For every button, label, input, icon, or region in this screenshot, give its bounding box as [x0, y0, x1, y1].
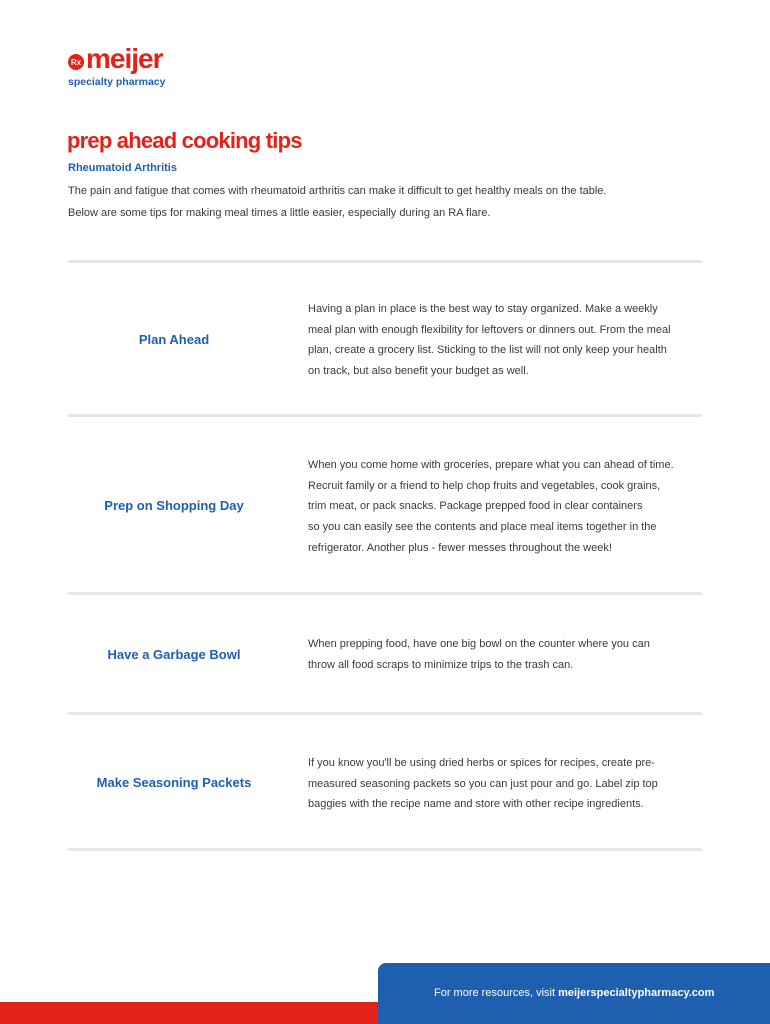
tip-line: meal plan with enough flexibility for leftovers or dinners out. From the meal: [308, 323, 671, 336]
intro-line: Below are some tips for making meal times a little easier, especially during an RA flare.: [68, 207, 491, 219]
tip-line: Having a plan in place is the best way to stay organized. Make a weekly: [308, 303, 658, 315]
tip-line: measured seasoning packets so you can just pour and go. Label zip top: [308, 777, 658, 790]
tip-body-make-seasoning-packets: [308, 753, 708, 815]
footer-resources-text: [434, 987, 714, 999]
tip-line: plan, create a grocery list. Sticking to the list will not only keep your health: [308, 344, 667, 357]
rx-badge-icon: Rx: [68, 54, 84, 70]
intro-line: The pain and fatigue that comes with rheumatoid arthritis can make it difficult to get healthy meals on the table.: [68, 185, 607, 197]
tip-body-plan-ahead: [308, 299, 708, 382]
section-divider: [68, 260, 702, 263]
meijer-specialty-pharmacy-logo: [68, 43, 208, 92]
tip-line: trim meat, or pack snacks. Package prepped food in clear containers: [308, 500, 643, 513]
tip-line: If you know you'll be using dried herbs or spices for recipes, create pre-: [308, 757, 655, 769]
tip-line: throw all food scraps to minimize trips to the trash can.: [308, 658, 574, 671]
page-title: prep ahead cooking tips: [67, 128, 302, 153]
tip-body-prep-on-shopping-day: [308, 455, 708, 559]
tip-line: refrigerator. Another plus - fewer messes throughout the week!: [308, 541, 612, 554]
intro-text: [68, 180, 708, 224]
tip-line: When prepping food, have one big bowl on the counter where you can: [308, 638, 650, 650]
brand-tagline: specialty pharmacy: [68, 76, 166, 88]
tip-body-have-a-garbage-bowl: [308, 634, 708, 675]
tip-heading-make-seasoning-packets: Make Seasoning Packets: [96, 775, 252, 790]
tip-heading-prep-on-shopping-day: Prep on Shopping Day: [104, 498, 244, 513]
tip-line: so you can easily see the contents and place meal items together in the: [308, 521, 657, 534]
tip-line: When you come home with groceries, prepare what you can ahead of time.: [308, 459, 674, 471]
section-divider: [68, 414, 702, 417]
tip-line: on track, but also benefit your budget as well.: [308, 365, 529, 378]
section-divider: [68, 712, 702, 715]
section-divider: [68, 848, 702, 851]
tip-line: Recruit family or a friend to help chop fruits and vegetables, cook grains,: [308, 479, 661, 492]
tip-heading-have-a-garbage-bowl: Have a Garbage Bowl: [107, 647, 241, 662]
footer-website-link[interactable]: meijerspecialtypharmacy.com: [558, 987, 715, 999]
tip-line: baggies with the recipe name and store with other recipe ingredients.: [308, 798, 644, 811]
section-divider: [68, 592, 702, 595]
page-subtitle: Rheumatoid Arthritis: [68, 162, 177, 174]
tip-heading-plan-ahead: Plan Ahead: [138, 332, 210, 347]
brand-wordmark: meijer: [86, 43, 163, 74]
footer-prefix: For more resources, visit: [434, 987, 559, 999]
